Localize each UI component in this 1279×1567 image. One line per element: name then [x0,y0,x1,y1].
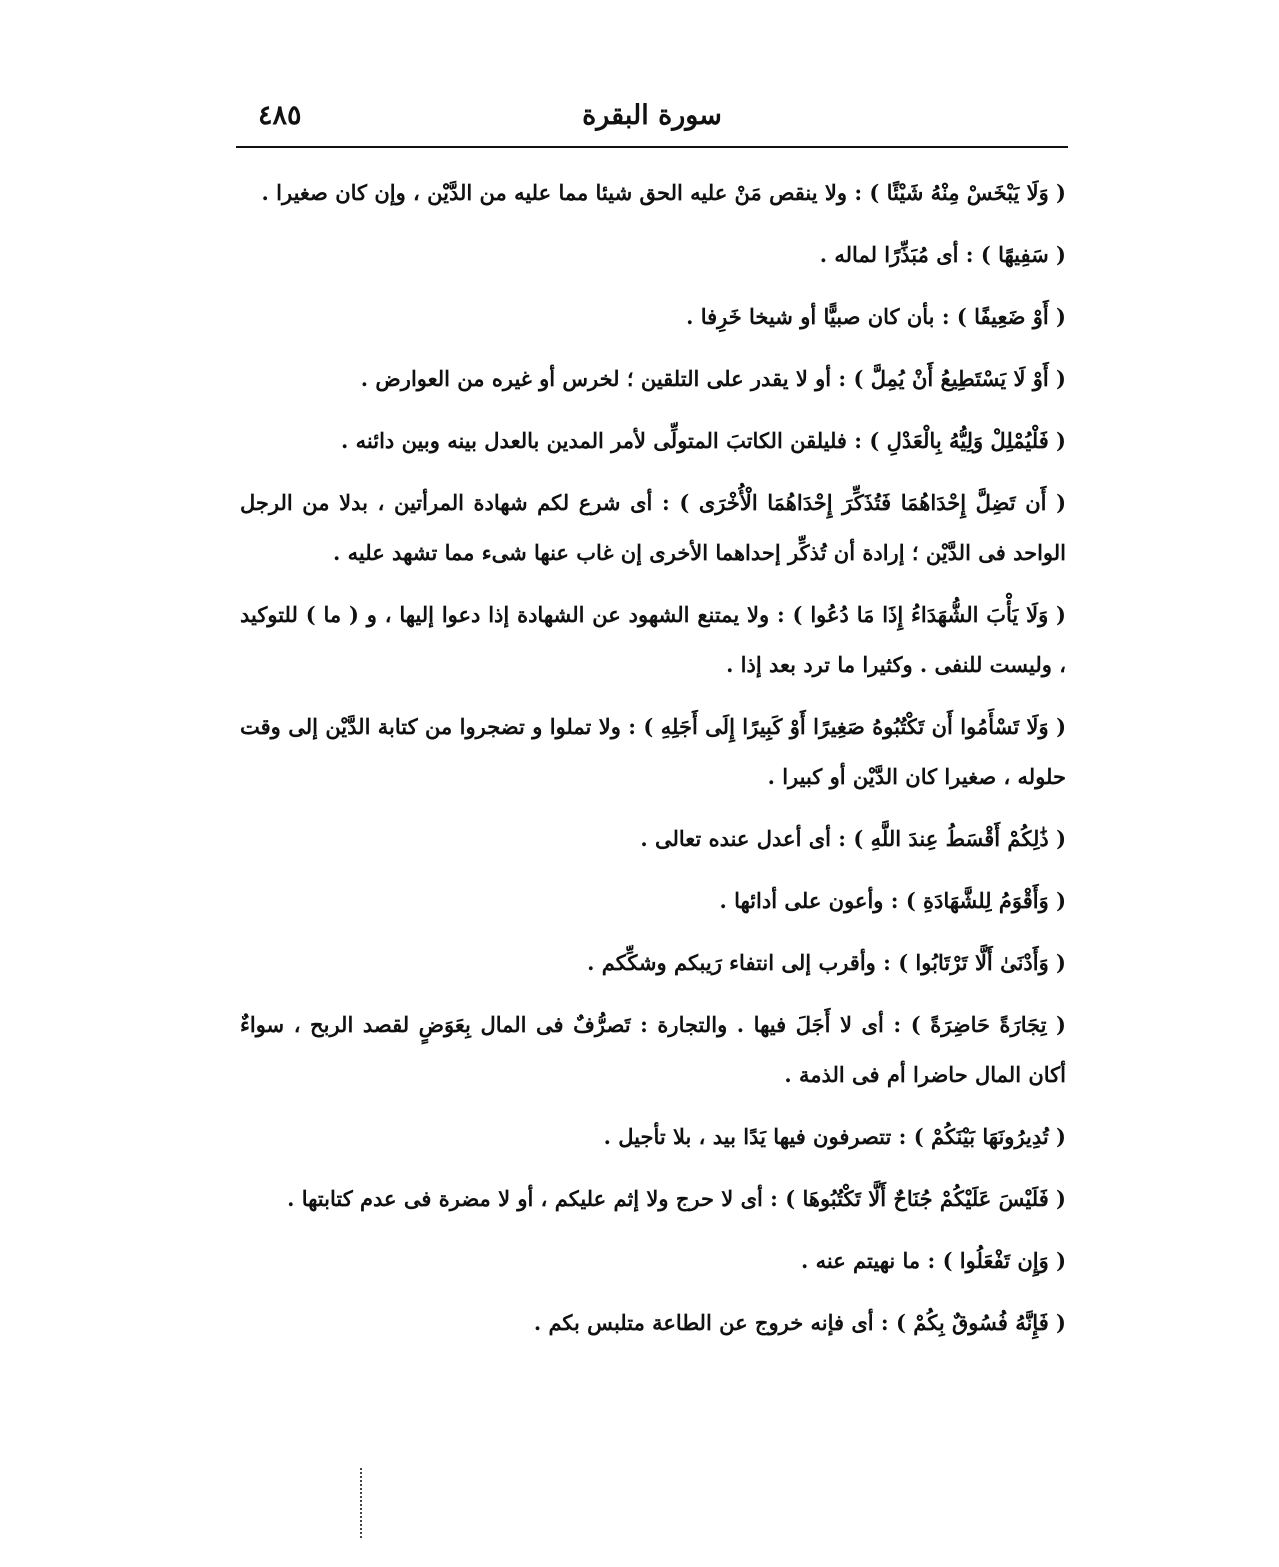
glossary-entry [240,354,1066,404]
glossary-entry [240,1174,1066,1224]
entry-gloss: : ما نهيتم عنه . [800,1248,943,1273]
entry-gloss: : أى شرع لكم شهادة المرأتين ، بدلا من الرجل الواحد فى الدَّيْن ؛ إرادة أن تُذكِّر إحداهما الأخرى إن غاب عنها شىء مما تشهد عليه . [240,490,1066,565]
glossary-entry [240,1298,1066,1348]
glossary-entry [240,416,1066,466]
entry-term: ( سَفِيهًا ) [980,242,1066,267]
entry-term: ( ذَٰلِكُمْ أَقْسَطُ عِندَ اللَّهِ ) [853,826,1066,851]
entry-term: ( وَلَا يَبْخَسْ مِنْهُ شَيْئًا ) [869,180,1066,205]
entry-gloss: : أى فإنه خروج عن الطاعة متلبس بكم . [533,1310,896,1335]
header-rule [236,146,1068,148]
glossary-entry [240,1000,1066,1100]
entry-gloss: : ولا تملوا و تضجروا من كتابة الدَّيْن إلى وقت حلوله ، صغيرا كان الدَّيْن أو كبيرا . [240,714,1066,789]
entry-gloss: : ولا يمتنع الشهود عن الشهادة إذا دعوا إليها ، و ( ما ) للتوكيد ، وليست للنفى . وكثيرا ما ترد بعد إذا . [240,602,1066,677]
entry-gloss: : أى مُبَذِّرًا لماله . [819,242,981,267]
glossary-entry [240,292,1066,342]
glossary-entry [240,590,1066,690]
entry-term: ( فَلْيُمْلِلْ وَلِيُّهُ بِالْعَدْلِ ) [869,428,1066,453]
entry-term: ( أَوْ ضَعِيفًا ) [956,304,1066,329]
page-number: ٤٨٥ [258,100,302,131]
glossary-entry [240,1236,1066,1286]
glossary-entry [240,814,1066,864]
entry-term: ( فَلَيْسَ عَلَيْكُمْ جُنَاحٌ أَلَّا تَكْتُبُوهَا ) [785,1186,1066,1211]
entry-term: ( تِجَارَةً حَاضِرَةً ) [910,1012,1066,1037]
entry-term: ( وَأَدْنَىٰ أَلَّا تَرْتَابُوا ) [898,950,1066,975]
entry-term: ( أَوْ لَا يَسْتَطِيعُ أَنْ يُمِلَّ ) [853,366,1066,391]
running-title: سورة البقرة [582,100,722,131]
entry-gloss: : وأعون على أدائها . [719,888,906,913]
entry-term: ( أَن تَضِلَّ إِحْدَاهُمَا فَتُذَكِّرَ إِحْدَاهُمَا الْأُخْرَى ) [679,490,1067,515]
entry-gloss: : فليلقن الكاتبَ المتولِّى لأمر المدين بالعدل بينه وبين دائنه . [341,428,870,453]
entry-term: ( تُدِيرُونَهَا بَيْنَكُمْ ) [913,1124,1066,1149]
entry-gloss: : وأقرب إلى انتفاء رَيبكم وشكِّكم . [587,950,899,975]
entry-gloss: : أى لا أَجَلَ فيها . والتجارة : تَصرُّفٌ فى المال بِعَوَضٍ لقصد الربح ، سواءٌ أكان المال حاضرا أم فى الذمة . [240,1012,1066,1087]
glossary-entry [240,938,1066,988]
entry-term: ( فَإِنَّهُ فُسُوقٌ بِكُمْ ) [896,1310,1066,1335]
glossary-entry [240,876,1066,926]
entry-term: ( وَأَقْوَمُ لِلشَّهَادَةِ ) [905,888,1066,913]
entry-gloss: : بأن كان صبيًّا أو شيخا خَرِفا . [686,304,957,329]
entry-gloss: : ولا ينقص مَنْ عليه الحق شيئا مما عليه من الدَّيْن ، وإن كان صغيرا . [261,180,870,205]
glossary-entry [240,230,1066,280]
glossary-entry [240,702,1066,802]
entry-term: ( وَلَا يَأْبَ الشُّهَدَاءُ إِذَا مَا دُعُوا ) [792,602,1066,627]
entry-gloss: : تتصرفون فيها يَدًا بيد ، بلا تأجيل . [603,1124,914,1149]
entry-term: ( وَلَا تَسْأَمُوا أَن تَكْتُبُوهُ صَغِيرًا أَوْ كَبِيرًا إِلَى أَجَلِهِ ) [643,714,1067,739]
page-header [236,92,1068,148]
entry-gloss: : أى لا حرج ولا إثم عليكم ، أو لا مضرة فى عدم كتابتها . [287,1186,786,1211]
scan-margin-mark [360,1468,362,1538]
entry-gloss: : أو لا يقدر على التلقين ؛ لخرس أو غيره من العوارض . [360,366,854,391]
glossary-entry [240,478,1066,578]
entry-term: ( وَإِن تَفْعَلُوا ) [942,1248,1066,1273]
glossary-entry [240,168,1066,218]
glossary-entry [240,1112,1066,1162]
entry-gloss: : أى أعدل عنده تعالى . [640,826,854,851]
glossary-body [240,168,1066,1360]
